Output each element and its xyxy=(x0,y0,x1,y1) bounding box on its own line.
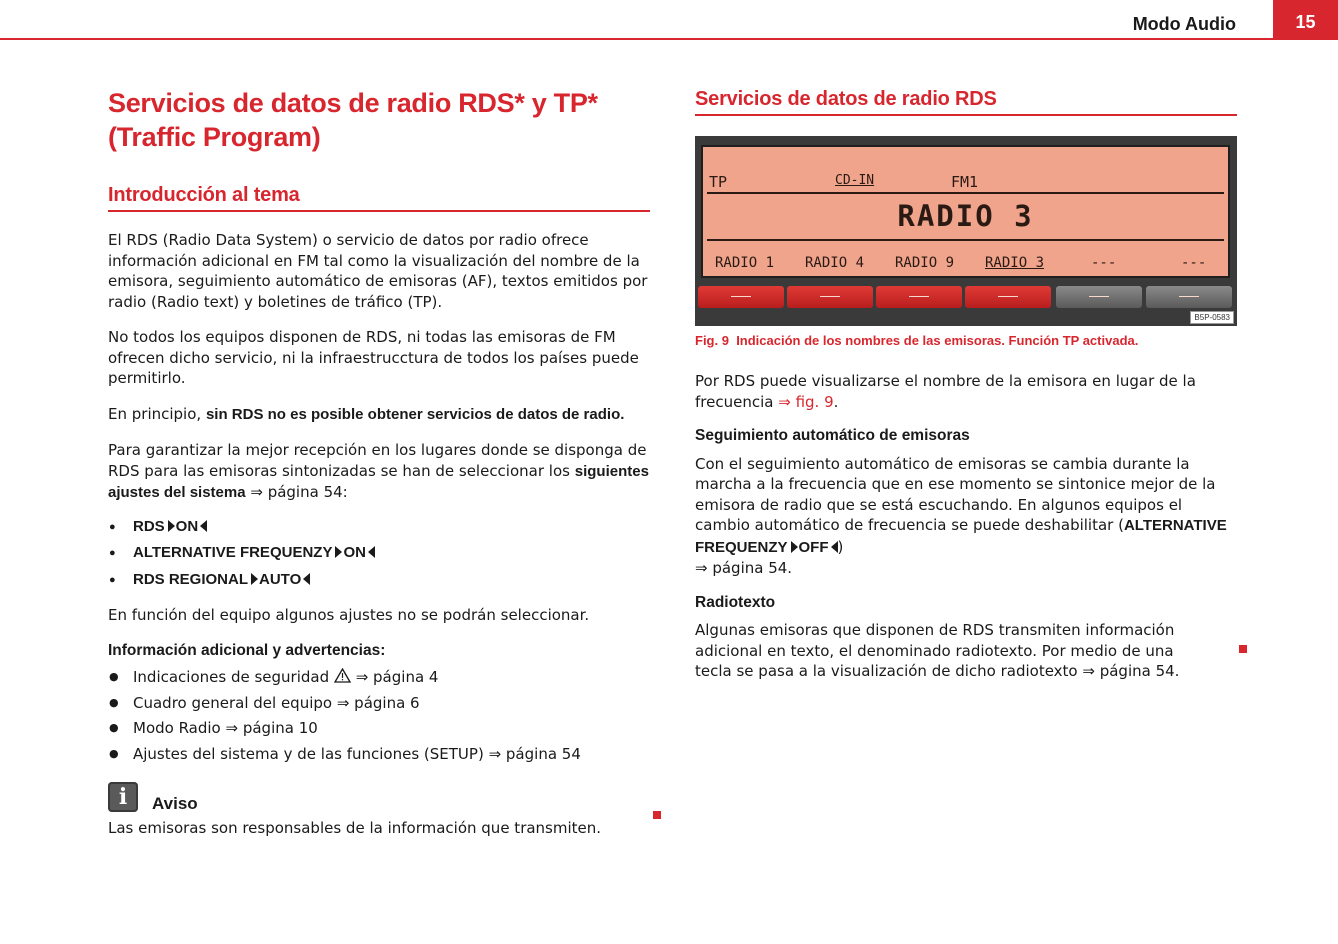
p3-prefix: En principio, xyxy=(108,404,202,423)
arrow-left-icon xyxy=(368,546,375,558)
p4-page-ref: ⇒ página 54: xyxy=(250,483,348,501)
end-mark-icon xyxy=(1239,645,1247,653)
info-item-setup[interactable]: ● Ajustes del sistema y de las funciones (SETUP) ⇒ página 54 xyxy=(108,744,650,765)
figure-code: B5P-0583 xyxy=(1190,311,1234,324)
chapter-title xyxy=(108,86,650,154)
radio-display-figure xyxy=(695,136,1237,326)
soft-button-4[interactable] xyxy=(965,286,1051,308)
chapter-title-line1: Servicios de datos de radio RDS* y TP* xyxy=(108,88,598,118)
station-name: RADIO 3 xyxy=(897,199,1034,233)
soft-button-1[interactable] xyxy=(698,286,784,308)
settings-list xyxy=(108,517,650,591)
arrow-left-icon xyxy=(303,573,310,585)
info-item-radio[interactable]: ● Modo Radio ⇒ página 10 xyxy=(108,718,650,739)
warning-triangle-icon xyxy=(334,668,351,683)
arrow-right-icon xyxy=(791,541,798,553)
info-item-overview[interactable]: ● Cuadro general del equipo ⇒ página 6 xyxy=(108,693,650,714)
p3-bold: sin RDS no es posible obtener servicios de datos de radio. xyxy=(205,405,625,423)
soft-button-6[interactable] xyxy=(1146,286,1232,308)
rds-paragraph-1: Por RDS puede visualizarse el nombre de la emisora en lugar de la frecuencia ⇒ fig. 9. xyxy=(695,372,1196,411)
band-indicator: FM1 xyxy=(951,173,979,191)
figure-caption xyxy=(695,333,1237,348)
setting-name: RDS xyxy=(133,517,165,535)
info-list xyxy=(108,667,650,764)
info-item-ref[interactable]: ⇒ página 4 xyxy=(355,668,439,686)
figure-caption-text: Indicación de los nombres de las emisoras. Función TP activada. xyxy=(736,333,1139,348)
rds-paragraph-3: Algunas emisoras que disponen de RDS transmiten información adicional en texto, el denominado radiotexto. Por medio de una tecla se pasa a la visualización de dicho radiotexto ⇒ página 54. xyxy=(695,621,1180,680)
note-title: Aviso xyxy=(152,794,198,813)
preset-6: --- xyxy=(1181,255,1207,271)
figure-label: Fig. 9 xyxy=(695,333,729,348)
info-icon: i xyxy=(108,782,138,812)
setting-value: ON xyxy=(175,517,199,535)
source-indicator: CD-IN xyxy=(835,173,875,188)
setting-value: ON xyxy=(343,544,366,561)
intro-paragraph-4 xyxy=(108,440,650,504)
fig-ref-link[interactable]: ⇒ fig. 9 xyxy=(778,392,834,411)
lcd-divider-bottom xyxy=(707,239,1224,241)
info-heading: Información adicional y advertencias: xyxy=(108,641,386,659)
setting-value: AUTO xyxy=(259,570,302,588)
intro-paragraph-1: El RDS (Radio Data System) o servicio de datos por radio ofrece información adicional en FM tal como la visualización del nombre de la emisora, seguimiento automático de emisoras (AF), textos emitidos por radio (Radio text) y boletines de tráfico (TP). xyxy=(108,231,648,311)
arrow-right-icon xyxy=(168,520,175,532)
setting-item-rds xyxy=(108,517,650,538)
section-title-rds: Servicios de datos de radio RDS xyxy=(695,86,1237,116)
setting-name: RDS REGIONAL xyxy=(133,570,249,588)
heading-radiotexto: Radiotexto xyxy=(695,593,776,611)
arrow-left-icon xyxy=(831,541,838,553)
page-number-badge: 15 xyxy=(1273,0,1338,38)
preset-3: RADIO 9 xyxy=(895,255,955,271)
header-title: Modo Audio xyxy=(1132,14,1236,34)
header-rule xyxy=(0,38,1338,40)
setting-name: ALTERNATIVE FREQUENZY xyxy=(133,544,333,561)
note-text: Las emisoras son responsables de la información que transmiten. xyxy=(108,819,602,837)
lcd-divider-top xyxy=(707,192,1224,194)
preset-1: RADIO 1 xyxy=(715,255,775,271)
rds-p2-text: Con el seguimiento automático de emisoras se cambia durante la marcha a la frecuencia que en ese momento se sintonice mejor de la emisora de radio que se está escuchando. En algunos equipos el cambio automático de frecuencia se puede deshabilitar ( xyxy=(695,454,1216,534)
heading-seguimiento: Seguimiento automático de emisoras xyxy=(695,427,970,444)
intro-paragraph-5: En función del equipo algunos ajustes no se podrán seleccionar. xyxy=(108,606,590,624)
preset-2: RADIO 4 xyxy=(805,255,865,271)
left-column xyxy=(108,86,650,839)
rds-p1-text: Por RDS puede visualizarse el nombre de la emisora en lugar de la frecuencia xyxy=(695,372,1196,411)
setting-item-regional xyxy=(108,570,650,591)
chapter-title-line2: (Traffic Program) xyxy=(108,122,321,152)
info-item-text: Indicaciones de seguridad xyxy=(133,668,330,686)
section-title-intro: Introducción al tema xyxy=(108,182,650,212)
arrow-right-icon xyxy=(335,546,342,558)
rds-paragraph-2: Con el seguimiento automático de emisoras se cambia durante la marcha a la frecuencia que en ese momento se sintonice mejor de la emisora de radio que se está escuchando. En algunos equipos el cambio automático de frecuencia se puede deshabilitar (ALTERNATIVE FREQUENZY OFF ) ⇒ página 54. xyxy=(695,454,1227,577)
p4-bold: siguientes ajustes del sistema xyxy=(108,462,649,501)
p2-page-ref[interactable]: ⇒ página 54. xyxy=(695,559,793,577)
note-box-header xyxy=(108,782,650,814)
info-item-safety xyxy=(108,667,650,688)
preset-5: --- xyxy=(1091,255,1117,271)
right-body xyxy=(695,371,1237,682)
lcd-screen xyxy=(701,145,1230,278)
intro-paragraph-3 xyxy=(108,404,650,426)
p4-prefix: Para garantizar la mejor recepción en los lugares donde se disponga de RDS para las emisoras sintonizadas se han de seleccionar los xyxy=(108,441,647,480)
end-mark-icon xyxy=(653,811,661,819)
soft-button-3[interactable] xyxy=(876,286,962,308)
right-column xyxy=(695,86,1237,116)
preset-4: RADIO 3 xyxy=(985,255,1045,271)
soft-button-2[interactable] xyxy=(787,286,873,308)
p2-value: OFF xyxy=(798,538,829,556)
setting-item-af xyxy=(108,543,650,564)
soft-button-5[interactable] xyxy=(1056,286,1142,308)
arrow-left-icon xyxy=(200,520,207,532)
intro-paragraph-2: No todos los equipos disponen de RDS, ni todas las emisoras de FM ofrecen dicho servicio, ni la infraestrucctura de todos los países puede permitirlo. xyxy=(108,328,639,387)
p2-setting: ALTERNATIVE FREQUENZY xyxy=(695,517,1227,556)
tp-indicator: TP xyxy=(709,173,728,191)
arrow-right-icon xyxy=(251,573,258,585)
